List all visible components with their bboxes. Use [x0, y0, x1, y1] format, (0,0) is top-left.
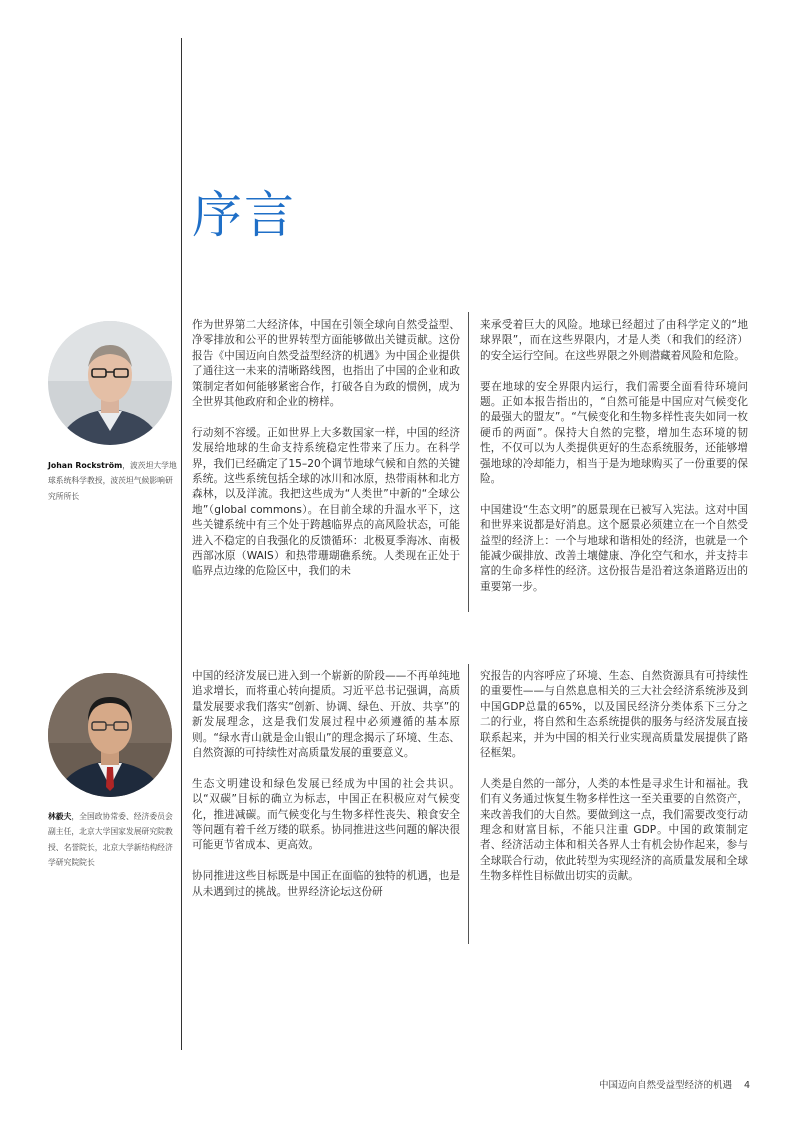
paragraph: 中国建设“生态文明”的愿景现在已被写入宪法。这对中国和世界来说都是好消息。这个愿景必须建立在一个自然受益型的经济上：一个与地球和谐相处的经济，也就是一个能减少碳排放、改善土壤健康、净化空气和水，并支持丰富的生命多样性的经济。这份报告是沿着这条道路迈出的重要第一步。 — [480, 503, 748, 593]
author-photo-lin — [48, 673, 172, 797]
column-divider — [468, 664, 469, 944]
author-title: ，全国政协常委、经济委员会副主任，北京大学国家发展研究院教授、名誉院长，北京大学新结构经济学研究院院长 — [48, 812, 173, 868]
margin-rule — [181, 38, 182, 1050]
author-caption-lin — [48, 809, 178, 871]
author-name: 林毅夫 — [48, 812, 72, 821]
author-title: ，波茨坦大学地球系统科学教授，波茨坦气候影响研究所所长 — [48, 461, 177, 501]
page-footer — [520, 1077, 750, 1091]
column-divider — [468, 312, 469, 612]
section2-right-column — [480, 669, 748, 900]
paragraph: 中国的经济发展已进入到一个崭新的阶段——不再单纯地追求增长，而将重心转向提质。习近平总书记强调，高质量发展要求我们落实“创新、协调、绿色、开放、共享”的新发展理念，这是我们发展过程中必须遵循的基本原则。“绿水青山就是金山银山”的理念揭示了环境、生态、自然资源的可持续性对高质量发展的重要意义。 — [192, 670, 460, 760]
section1-left-column — [192, 318, 460, 595]
paragraph: 究报告的内容呼应了环境、生态、自然资源具有可持续性的重要性——与自然息息相关的三大社会经济系统涉及到中国GDP总量的65%，以及国民经济分类体系下三分之二的行业，将自然和生态系统提供的服务与经济发展直接联系起来，并为中国的相关行业实现高质量发展提供了路径框架。 — [480, 670, 748, 760]
paragraph: 协同推进这些目标既是中国正在面临的独特的机遇，也是从未遇到过的挑战。世界经济论坛这份研 — [192, 870, 460, 898]
footer-report-title: 中国迈向自然受益型经济的机遇 — [598, 1080, 732, 1091]
paragraph: 人类是自然的一部分，人类的本性是寻求生计和福祉。我们有义务通过恢复生物多样性这一至关重要的自然资产，来改善我们的大自然。要做到这一点，我们需要改变行动理念和财富目标，不能只注重 GDP。中国的政策制定者、经济活动主体和相关各界人士有机会协作起来，参与全球联合行动，依此转型为实现经济的高质量发展和全球生物多样性目标做出切实的贡献。 — [480, 777, 748, 883]
author-name: Johan Rockström — [48, 461, 123, 470]
paragraph: 生态文明建设和绿色发展已经成为中国的社会共识。以“双碳”目标的确立为标志，中国正在积极应对气候变化，推进减碳。而气候变化与生物多样性丧失、粮食安全等问题有着千丝万缕的联系。协同推进这些问题的解决很可能更节省成本、更高效。 — [192, 777, 460, 852]
page-number: 4 — [743, 1080, 750, 1091]
author-caption-rockstrom — [48, 458, 178, 504]
section1-right-column — [480, 318, 748, 611]
author-photo-rockstrom — [48, 321, 172, 445]
paragraph: 作为世界第二大经济体，中国在引领全球向自然受益型、净零排放和公平的世界转型方面能够做出关键贡献。这份报告《中国迈向自然受益型经济的机遇》为中国企业提供了通往这一未来的清晰路线图，也指出了中国的企业和政策制定者如何能够紧密合作，打破各自为政的惯例，成为全世界其他政府和企业的榜样。 — [192, 319, 460, 409]
paragraph: 要在地球的安全界限内运行，我们需要全面看待环境问题。正如本报告指出的，“自然可能是中国应对气候变化的最强大的盟友”。“气候变化和生物多样性丧失如同一枚硬币的两面”。保持大自然的完整，增加生态环境的韧性，不仅可以为人类提供更好的生态系统服务，还能够增强地球的冷却能力，相当于是为地球购买了一份重要的保险。 — [480, 380, 748, 486]
paragraph: 行动刻不容缓。正如世界上大多数国家一样，中国的经济发展给地球的生命支持系统稳定性带来了压力。在科学界，我们已经确定了15–20个调节地球气候和自然的关键系统。这些系统包括全球的冰川和冰原，热带雨林和北方森林，以及洋流。我把这些成为“人类世”中新的“全球公地”（global commons）。在目前全球的升温水平下，这些关键系统中有三个处于跨越临界点的高风险状态，可能进入不稳定的自我强化的反馈循环：北极夏季海冰、南极西部冰原（WAIS）和热带珊瑚礁系统。人类现在正处于临界点边缘的危险区中，我们的未 — [192, 426, 460, 578]
section2-left-column — [192, 669, 460, 915]
page-title: 序言 — [192, 186, 296, 244]
paragraph: 来承受着巨大的风险。地球已经超过了由科学定义的“地球界限”，而在这些界限内，才是人类（和我们的经济）的安全运行空间。在这些界限之外则潜藏着风险和危险。 — [480, 319, 748, 362]
